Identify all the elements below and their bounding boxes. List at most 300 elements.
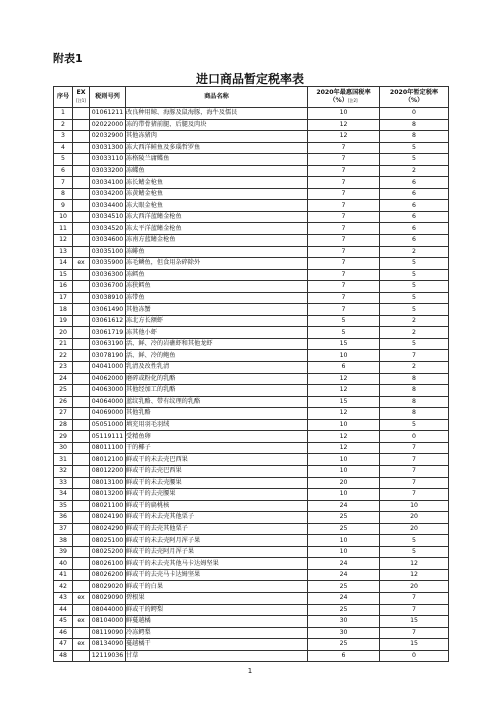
cell-interim-rate: 7 <box>380 489 449 501</box>
cell-mfn-rate: 25 <box>308 581 380 593</box>
table-row <box>54 546 449 558</box>
cell-ex <box>73 627 90 639</box>
header-seq: 序号 <box>54 87 73 108</box>
cell-seq: 12 <box>54 235 73 247</box>
cell-interim-rate: 6 <box>380 200 449 212</box>
cell-mfn-rate: 7 <box>308 235 380 247</box>
cell-mfn-rate: 7 <box>308 142 380 154</box>
cell-mfn-rate: 24 <box>308 558 380 570</box>
cell-seq: 27 <box>54 408 73 420</box>
cell-code: 08029090 <box>90 592 126 604</box>
cell-mfn-rate: 12 <box>308 373 380 385</box>
cell-code: 08013200 <box>90 489 126 501</box>
cell-mfn-rate: 7 <box>308 188 380 200</box>
cell-name: 其他经加工的乳酪 <box>126 385 308 397</box>
cell-name: 冻大眼金枪鱼 <box>126 200 308 212</box>
cell-name: 冷冻鳄梨 <box>126 627 308 639</box>
cell-name: 冻的带骨猪前腿、后腿及肉块 <box>126 119 308 131</box>
cell-ex <box>73 108 90 120</box>
cell-code: 03061719 <box>90 327 126 339</box>
header-code: 税则号列 <box>90 87 126 108</box>
cell-interim-rate: 2 <box>380 246 449 258</box>
cell-interim-rate: 6 <box>380 211 449 223</box>
cell-name: 鲜或干的未去壳其他马卡达姆坚果 <box>126 558 308 570</box>
cell-seq: 15 <box>54 269 73 281</box>
cell-code: 08025100 <box>90 535 126 547</box>
cell-mfn-rate: 7 <box>308 304 380 316</box>
cell-seq: 19 <box>54 315 73 327</box>
cell-interim-rate: 6 <box>380 177 449 189</box>
table-row <box>54 592 449 604</box>
cell-seq: 44 <box>54 604 73 616</box>
table-row <box>54 477 449 489</box>
cell-mfn-rate: 30 <box>308 627 380 639</box>
cell-ex <box>73 465 90 477</box>
cell-ex <box>73 419 90 431</box>
table-row <box>54 500 449 512</box>
cell-seq: 20 <box>54 327 73 339</box>
page-number: 1 <box>247 667 253 675</box>
cell-interim-rate: 5 <box>380 269 449 281</box>
cell-ex <box>73 477 90 489</box>
table-row <box>54 200 449 212</box>
cell-seq: 33 <box>54 477 73 489</box>
cell-code: 08026200 <box>90 569 126 581</box>
cell-name: 鲜或干的未去壳其他栗子 <box>126 512 308 524</box>
table-row <box>54 489 449 501</box>
cell-code: 08025200 <box>90 546 126 558</box>
cell-interim-rate: 0 <box>380 650 449 662</box>
cell-mfn-rate: 15 <box>308 338 380 350</box>
cell-code: 08011100 <box>90 442 126 454</box>
cell-name: 鲜或干的白果 <box>126 581 308 593</box>
document-title: 进口商品暂定税率表 <box>195 72 304 86</box>
cell-seq: 13 <box>54 246 73 258</box>
cell-interim-rate: 15 <box>380 616 449 628</box>
cell-ex <box>73 131 90 143</box>
cell-interim-rate: 8 <box>380 373 449 385</box>
cell-ex <box>73 315 90 327</box>
cell-mfn-rate: 7 <box>308 258 380 270</box>
cell-ex <box>73 408 90 420</box>
cell-interim-rate: 7 <box>380 627 449 639</box>
cell-name: 碧根果 <box>126 592 308 604</box>
cell-interim-rate: 5 <box>380 535 449 547</box>
table-row <box>54 431 449 443</box>
cell-ex <box>73 165 90 177</box>
cell-ex <box>73 454 90 466</box>
cell-mfn-rate: 25 <box>308 512 380 524</box>
cell-mfn-rate: 10 <box>308 454 380 466</box>
table-row <box>54 223 449 235</box>
cell-name: 鲜或干的去壳巴西果 <box>126 465 308 477</box>
cell-mfn-rate: 24 <box>308 569 380 581</box>
cell-code: 03035100 <box>90 246 126 258</box>
table-row <box>54 535 449 547</box>
cell-ex <box>73 581 90 593</box>
cell-code: 03061490 <box>90 304 126 316</box>
cell-seq: 48 <box>54 650 73 662</box>
cell-seq: 22 <box>54 350 73 362</box>
cell-name: 冻太平洋蓝鳍金枪鱼 <box>126 223 308 235</box>
cell-ex <box>73 338 90 350</box>
cell-seq: 5 <box>54 154 73 166</box>
header-mfn-rate: 2020年最惠国税率 （%）[注2] <box>308 87 380 108</box>
cell-name: 改良种用鲸、海豚及鼠海豚，海牛及儒艮 <box>126 108 308 120</box>
cell-code: 04064000 <box>90 396 126 408</box>
table-row <box>54 650 449 662</box>
cell-mfn-rate: 10 <box>308 419 380 431</box>
cell-seq: 32 <box>54 465 73 477</box>
cell-interim-rate: 7 <box>380 454 449 466</box>
cell-code: 04069000 <box>90 408 126 420</box>
cell-interim-rate: 6 <box>380 223 449 235</box>
header-ex: EX [注1] <box>73 87 90 108</box>
cell-interim-rate: 2 <box>380 315 449 327</box>
cell-code: 03038910 <box>90 292 126 304</box>
table-row <box>54 281 449 293</box>
cell-seq: 47 <box>54 639 73 651</box>
cell-seq: 30 <box>54 442 73 454</box>
cell-name: 受精鱼卵 <box>126 431 308 443</box>
cell-name: 冻其他小虾 <box>126 327 308 339</box>
table-row <box>54 396 449 408</box>
cell-seq: 8 <box>54 188 73 200</box>
cell-code: 03033110 <box>90 154 126 166</box>
table-row <box>54 292 449 304</box>
cell-ex <box>73 177 90 189</box>
cell-name: 其他冻猪肉 <box>126 131 308 143</box>
cell-name: 干的椰子 <box>126 442 308 454</box>
cell-name: 其他冻蟹 <box>126 304 308 316</box>
cell-interim-rate: 5 <box>380 546 449 558</box>
cell-mfn-rate: 25 <box>308 523 380 535</box>
cell-name: 鲜或干的未去壳阿月浑子果 <box>126 535 308 547</box>
table-row <box>54 627 449 639</box>
cell-mfn-rate: 6 <box>308 650 380 662</box>
cell-seq: 36 <box>54 512 73 524</box>
cell-ex <box>73 523 90 535</box>
cell-ex <box>73 442 90 454</box>
table-row <box>54 616 449 628</box>
cell-seq: 38 <box>54 535 73 547</box>
cell-interim-rate: 7 <box>380 465 449 477</box>
cell-code: 04041000 <box>90 362 126 374</box>
cell-interim-rate: 8 <box>380 119 449 131</box>
cell-interim-rate: 20 <box>380 512 449 524</box>
cell-seq: 9 <box>54 200 73 212</box>
cell-mfn-rate: 7 <box>308 200 380 212</box>
cell-ex <box>73 269 90 281</box>
cell-mfn-rate: 7 <box>308 292 380 304</box>
cell-mfn-rate: 7 <box>308 211 380 223</box>
cell-name: 冻鳕鱼 <box>126 269 308 281</box>
cell-seq: 28 <box>54 419 73 431</box>
cell-code: 12119036 <box>90 650 126 662</box>
cell-ex <box>73 546 90 558</box>
cell-name: 乳清及改性乳清 <box>126 362 308 374</box>
table-row <box>54 154 449 166</box>
cell-code: 03034400 <box>90 200 126 212</box>
cell-ex <box>73 396 90 408</box>
cell-ex <box>73 200 90 212</box>
table-row <box>54 131 449 143</box>
cell-ex <box>73 512 90 524</box>
cell-name: 冻带鱼 <box>126 292 308 304</box>
cell-interim-rate: 6 <box>380 188 449 200</box>
table-row <box>54 454 449 466</box>
cell-seq: 6 <box>54 165 73 177</box>
cell-seq: 39 <box>54 546 73 558</box>
cell-name: 鲜或干的未去壳腰果 <box>126 477 308 489</box>
cell-code: 01061211 <box>90 108 126 120</box>
cell-mfn-rate: 7 <box>308 223 380 235</box>
table-row <box>54 350 449 362</box>
cell-ex <box>73 246 90 258</box>
header-ex-note: [注1] <box>76 98 86 103</box>
cell-mfn-rate: 25 <box>308 639 380 651</box>
cell-mfn-rate: 7 <box>308 165 380 177</box>
cell-ex <box>73 292 90 304</box>
cell-name: 冻大西洋蓝鳍金枪鱼 <box>126 211 308 223</box>
cell-seq: 46 <box>54 627 73 639</box>
cell-code: 08021100 <box>90 500 126 512</box>
cell-seq: 31 <box>54 454 73 466</box>
cell-ex <box>73 385 90 397</box>
table-row <box>54 246 449 258</box>
cell-ex <box>73 304 90 316</box>
cell-interim-rate: 2 <box>380 165 449 177</box>
cell-code: 08104000 <box>90 616 126 628</box>
cell-code: 08044000 <box>90 604 126 616</box>
table-row <box>54 315 449 327</box>
cell-code: 03078190 <box>90 350 126 362</box>
cell-name: 冻大西洋鲑鱼及多瑙哲罗鱼 <box>126 142 308 154</box>
cell-ex <box>73 281 90 293</box>
table-header-row <box>54 87 449 108</box>
cell-name: 冻格陵兰庸鲽鱼 <box>126 154 308 166</box>
cell-interim-rate: 7 <box>380 442 449 454</box>
cell-mfn-rate: 12 <box>308 442 380 454</box>
cell-name: 鲜或干的去壳阿月浑子果 <box>126 546 308 558</box>
cell-ex <box>73 327 90 339</box>
cell-name: 甘草 <box>126 650 308 662</box>
cell-name: 其他乳酪 <box>126 408 308 420</box>
cell-ex <box>73 569 90 581</box>
cell-interim-rate: 7 <box>380 592 449 604</box>
header-name: 商品名称 <box>126 87 308 108</box>
tariff-table <box>53 86 449 662</box>
cell-ex <box>73 223 90 235</box>
cell-mfn-rate: 5 <box>308 327 380 339</box>
cell-seq: 4 <box>54 142 73 154</box>
cell-mfn-rate: 24 <box>308 500 380 512</box>
table-row <box>54 362 449 374</box>
cell-interim-rate: 5 <box>380 142 449 154</box>
cell-name: 冻鲽鱼 <box>126 165 308 177</box>
cell-code: 03034600 <box>90 235 126 247</box>
cell-name: 鲜蔓越橘 <box>126 616 308 628</box>
cell-ex: ex <box>73 258 90 270</box>
cell-name: 填充用羽毛羽绒 <box>126 419 308 431</box>
cell-mfn-rate: 10 <box>308 546 380 558</box>
cell-name: 活、鲜、冷的鲍鱼 <box>126 350 308 362</box>
cell-mfn-rate: 10 <box>308 108 380 120</box>
cell-ex <box>73 211 90 223</box>
table-row <box>54 419 449 431</box>
table-row <box>54 639 449 651</box>
cell-mfn-rate: 10 <box>308 535 380 547</box>
cell-name: 鲜或干的扁桃核 <box>126 500 308 512</box>
cell-seq: 1 <box>54 108 73 120</box>
cell-mfn-rate: 15 <box>308 396 380 408</box>
cell-mfn-rate: 7 <box>308 154 380 166</box>
cell-mfn-rate: 7 <box>308 246 380 258</box>
cell-name: 冻南方蓝鳍金枪鱼 <box>126 235 308 247</box>
table-row <box>54 442 449 454</box>
cell-interim-rate: 0 <box>380 108 449 120</box>
cell-interim-rate: 5 <box>380 304 449 316</box>
cell-seq: 25 <box>54 385 73 397</box>
cell-mfn-rate: 12 <box>308 385 380 397</box>
table-row <box>54 165 449 177</box>
cell-seq: 42 <box>54 581 73 593</box>
table-row <box>54 108 449 120</box>
cell-name: 磨碎或粉化的乳酪 <box>126 373 308 385</box>
cell-code: 08029020 <box>90 581 126 593</box>
cell-name: 鲜或干的去壳其他栗子 <box>126 523 308 535</box>
cell-name: 鲜或干的鳄梨 <box>126 604 308 616</box>
cell-interim-rate: 15 <box>380 639 449 651</box>
cell-code: 03034100 <box>90 177 126 189</box>
cell-seq: 17 <box>54 292 73 304</box>
cell-ex <box>73 558 90 570</box>
cell-interim-rate: 8 <box>380 408 449 420</box>
cell-seq: 16 <box>54 281 73 293</box>
cell-mfn-rate: 24 <box>308 592 380 604</box>
cell-interim-rate: 20 <box>380 523 449 535</box>
cell-code: 08024290 <box>90 523 126 535</box>
cell-code: 03034200 <box>90 188 126 200</box>
cell-name: 冻长鳍金枪鱼 <box>126 177 308 189</box>
table-row <box>54 269 449 281</box>
cell-interim-rate: 5 <box>380 338 449 350</box>
cell-code: 04062000 <box>90 373 126 385</box>
cell-mfn-rate: 7 <box>308 281 380 293</box>
table-row <box>54 142 449 154</box>
cell-code: 03035900 <box>90 258 126 270</box>
cell-interim-rate: 8 <box>380 131 449 143</box>
cell-interim-rate: 8 <box>380 396 449 408</box>
cell-seq: 11 <box>54 223 73 235</box>
cell-interim-rate: 6 <box>380 235 449 247</box>
cell-seq: 29 <box>54 431 73 443</box>
cell-code: 03033200 <box>90 165 126 177</box>
cell-mfn-rate: 5 <box>308 315 380 327</box>
cell-interim-rate: 8 <box>380 385 449 397</box>
cell-interim-rate: 2 <box>380 327 449 339</box>
cell-seq: 37 <box>54 523 73 535</box>
cell-seq: 34 <box>54 489 73 501</box>
cell-ex <box>73 535 90 547</box>
table-row <box>54 569 449 581</box>
cell-seq: 10 <box>54 211 73 223</box>
cell-code: 03063190 <box>90 338 126 350</box>
cell-mfn-rate: 12 <box>308 408 380 420</box>
cell-code: 03034510 <box>90 211 126 223</box>
cell-name: 鲜或干的去壳腰果 <box>126 489 308 501</box>
cell-seq: 3 <box>54 131 73 143</box>
cell-name: 冻黄鳍金枪鱼 <box>126 188 308 200</box>
cell-mfn-rate: 12 <box>308 119 380 131</box>
cell-ex <box>73 350 90 362</box>
cell-code: 08026100 <box>90 558 126 570</box>
table-row <box>54 558 449 570</box>
cell-ex <box>73 500 90 512</box>
cell-seq: 23 <box>54 362 73 374</box>
cell-name: 冻狭鳕鱼 <box>126 281 308 293</box>
cell-ex <box>73 188 90 200</box>
cell-seq: 21 <box>54 338 73 350</box>
cell-mfn-rate: 30 <box>308 616 380 628</box>
cell-code: 08013100 <box>90 477 126 489</box>
cell-seq: 35 <box>54 500 73 512</box>
table-row <box>54 373 449 385</box>
cell-seq: 40 <box>54 558 73 570</box>
appendix-label: 附表1 <box>53 52 83 65</box>
table-row <box>54 523 449 535</box>
cell-code: 08012100 <box>90 454 126 466</box>
cell-code: 08012200 <box>90 465 126 477</box>
cell-ex: ex <box>73 616 90 628</box>
cell-interim-rate: 12 <box>380 558 449 570</box>
cell-ex <box>73 362 90 374</box>
cell-code: 05051000 <box>90 419 126 431</box>
cell-seq: 24 <box>54 373 73 385</box>
cell-mfn-rate: 12 <box>308 131 380 143</box>
cell-ex <box>73 604 90 616</box>
cell-ex <box>73 142 90 154</box>
cell-interim-rate: 7 <box>380 477 449 489</box>
table-row <box>54 304 449 316</box>
cell-name: 蔓越橘干 <box>126 639 308 651</box>
cell-code: 08024190 <box>90 512 126 524</box>
cell-interim-rate: 10 <box>380 500 449 512</box>
cell-mfn-rate: 10 <box>308 465 380 477</box>
cell-seq: 26 <box>54 396 73 408</box>
cell-name: 冻北方长额虾 <box>126 315 308 327</box>
cell-code: 02032900 <box>90 131 126 143</box>
cell-interim-rate: 5 <box>380 154 449 166</box>
cell-ex <box>73 489 90 501</box>
cell-seq: 18 <box>54 304 73 316</box>
cell-name: 蓝纹乳酪、带有纹理的乳酪 <box>126 396 308 408</box>
cell-mfn-rate: 7 <box>308 269 380 281</box>
header-mfn-note: [注2] <box>347 98 358 103</box>
cell-interim-rate: 0 <box>380 431 449 443</box>
cell-ex <box>73 119 90 131</box>
cell-interim-rate: 5 <box>380 419 449 431</box>
cell-ex: ex <box>73 592 90 604</box>
table-row <box>54 211 449 223</box>
cell-seq: 45 <box>54 616 73 628</box>
cell-code: 03061612 <box>90 315 126 327</box>
table-row <box>54 604 449 616</box>
cell-mfn-rate: 10 <box>308 489 380 501</box>
cell-interim-rate: 5 <box>380 258 449 270</box>
cell-code: 05119111 <box>90 431 126 443</box>
cell-interim-rate: 5 <box>380 292 449 304</box>
